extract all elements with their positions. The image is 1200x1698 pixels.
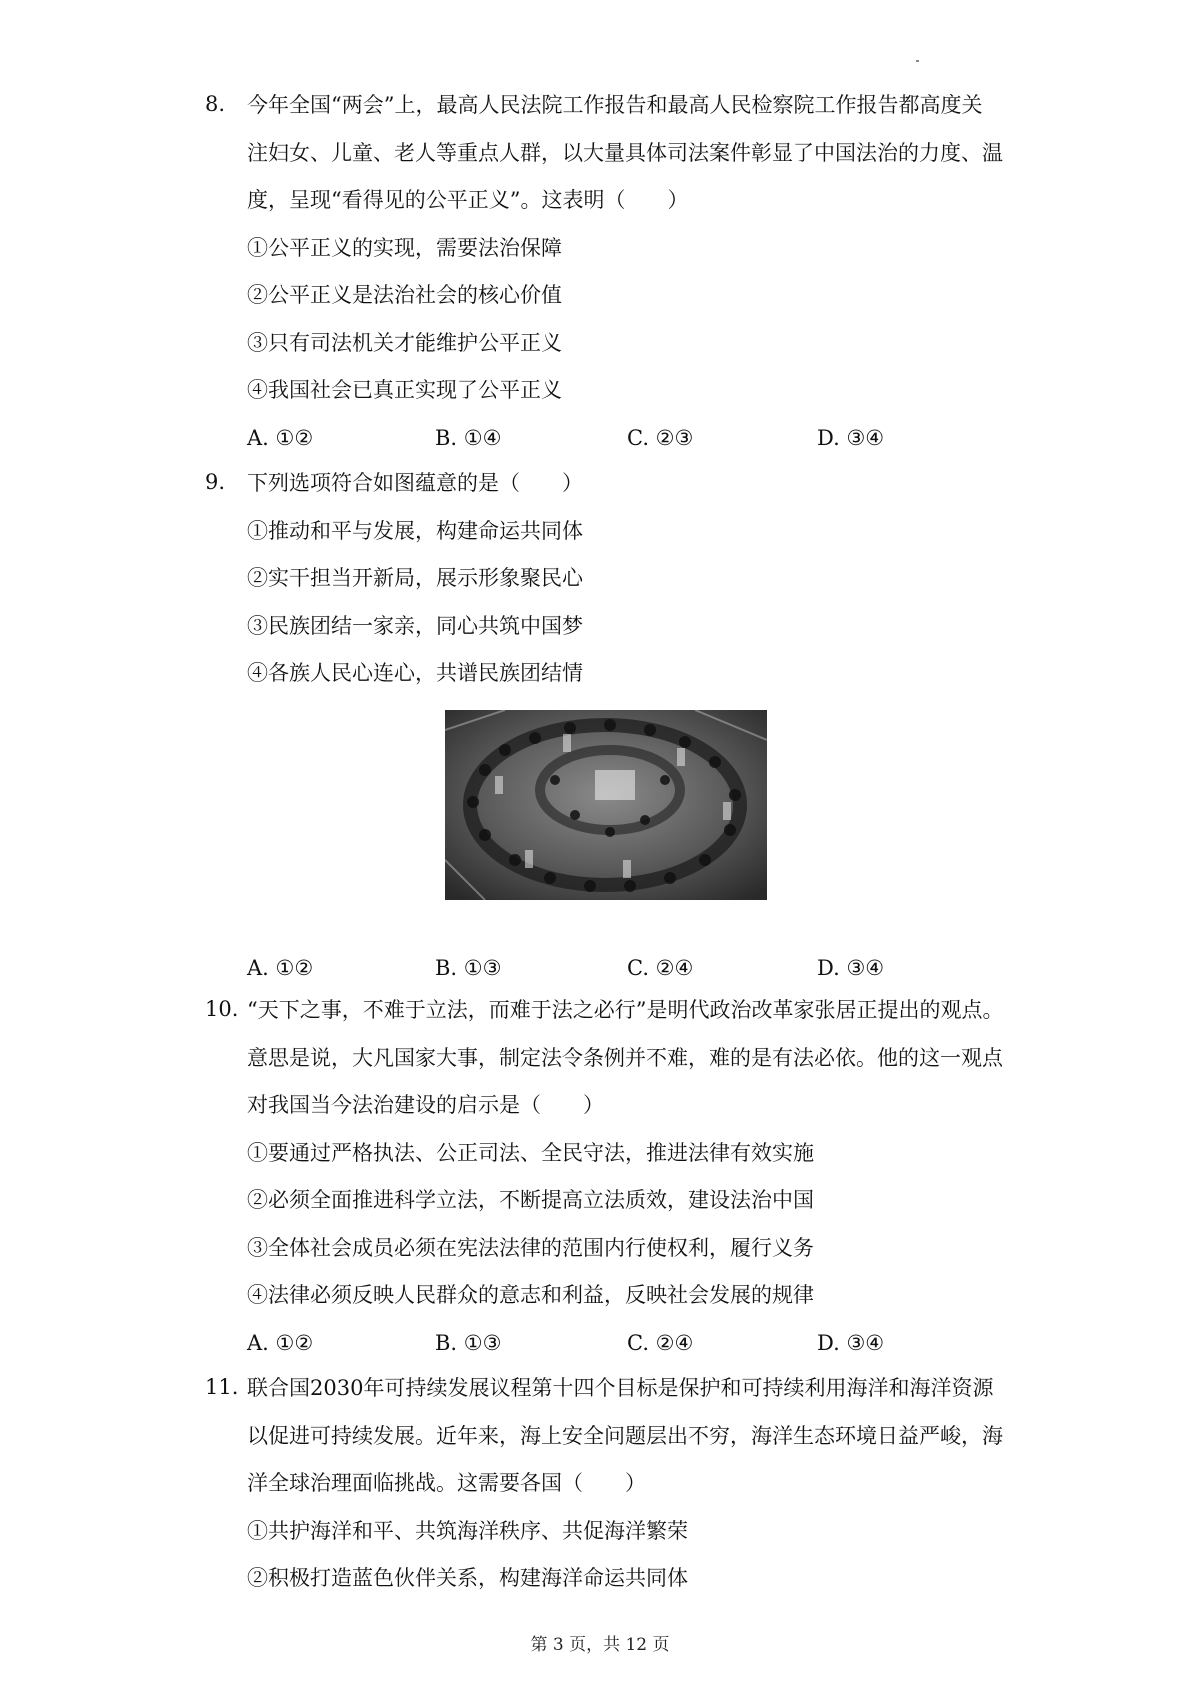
statement-option: ①公平正义的实现，需要法治保障 bbox=[247, 235, 562, 260]
answer-choice-d: D. ③④ bbox=[817, 956, 885, 980]
question-9-answers bbox=[205, 945, 1025, 993]
statement-option: ③只有司法机关才能维护公平正义 bbox=[247, 330, 562, 355]
answer-choice-c: C. ②④ bbox=[627, 956, 694, 980]
stem-line: 意思是说，大凡国家大事，制定法令条例并不难，难的是有法必依。他的这一观点 bbox=[247, 1045, 1003, 1070]
question-number: 9. bbox=[205, 470, 226, 494]
answer-choice-b: B. ①③ bbox=[435, 956, 502, 980]
answer-choices bbox=[247, 945, 1025, 993]
scan-mark bbox=[916, 60, 919, 62]
question-number: 10. bbox=[205, 997, 239, 1021]
question-stem bbox=[247, 1365, 1025, 1508]
stem-line: 今年全国“两会”上，最高人民法院工作报告和最高人民检察院工作报告都高度关 bbox=[247, 93, 983, 117]
answer-choice-b: B. ①④ bbox=[435, 425, 502, 450]
answer-choice-a: A. ①② bbox=[247, 956, 314, 980]
statement-option: ②公平正义是法治社会的核心价值 bbox=[247, 283, 562, 307]
answer-choice-b: B. ①③ bbox=[435, 1330, 502, 1355]
statement-option: ②必须全面推进科学立法，不断提高立法质效，建设法治中国 bbox=[247, 1188, 814, 1212]
statement-option: ④各族人民心连心，共谱民族团结情 bbox=[247, 661, 583, 685]
answer-choices bbox=[247, 415, 1025, 463]
statement-option: ②实干担当开新局，展示形象聚民心 bbox=[247, 566, 583, 590]
stem-line: 注妇女、儿童、老人等重点人群，以大量具体司法案件彰显了中国法治的力度、温 bbox=[247, 140, 1003, 165]
statement-option: ①推动和平与发展，构建命运共同体 bbox=[247, 518, 583, 543]
statement-option: ④我国社会已真正实现了公平正义 bbox=[247, 378, 562, 402]
question-stem bbox=[247, 460, 1025, 508]
statement-option: ②积极打造蓝色伙伴关系，构建海洋命运共同体 bbox=[247, 1566, 688, 1590]
stem-line: “天下之事，不难于立法，而难于法之必行”是明代政治改革家张居正提出的观点。 bbox=[247, 998, 1004, 1022]
stem-line: 下列选项符合如图蕴意的是（ ） bbox=[247, 471, 583, 495]
question-stem bbox=[247, 987, 1025, 1130]
stem-line: 度，呈现“看得见的公平正义”。这表明（ ） bbox=[247, 188, 689, 212]
stem-line: 联合国2030年可持续发展议程第十四个目标是保护和可持续利用海洋和海洋资源 bbox=[247, 1376, 994, 1400]
answer-choice-c: C. ②③ bbox=[627, 425, 694, 450]
answer-choice-d: D. ③④ bbox=[817, 1330, 885, 1355]
question-11 bbox=[205, 1375, 1025, 1603]
page-footer: 第 3 页，共 12 页 bbox=[530, 1635, 670, 1655]
answer-choice-c: C. ②④ bbox=[627, 1330, 694, 1355]
circle-dance-illustration bbox=[445, 710, 767, 900]
question-8 bbox=[205, 92, 1025, 462]
question-number: 8. bbox=[205, 92, 226, 116]
question-10 bbox=[205, 997, 1025, 1367]
statement-option: ④法律必须反映人民群众的意志和利益，反映社会发展的规律 bbox=[247, 1283, 814, 1307]
answer-choice-d: D. ③④ bbox=[817, 425, 885, 450]
answer-choice-a: A. ①② bbox=[247, 425, 314, 450]
answer-choice-a: A. ①② bbox=[247, 1330, 314, 1355]
answer-choices bbox=[247, 1320, 1025, 1368]
question-stem bbox=[247, 82, 1025, 225]
stem-line: 对我国当今法治建设的启示是（ ） bbox=[247, 1093, 604, 1117]
stem-line: 以促进可持续发展。近年来，海上安全问题层出不穷，海洋生态环境日益严峻，海 bbox=[247, 1423, 1003, 1448]
statement-option: ③全体社会成员必须在宪法法律的范围内行使权利，履行义务 bbox=[247, 1235, 814, 1260]
statement-option: ①要通过严格执法、公正司法、全民守法，推进法律有效实施 bbox=[247, 1140, 814, 1165]
question-9 bbox=[205, 470, 1025, 698]
question-number: 11. bbox=[205, 1375, 239, 1399]
statement-option: ③民族团结一家亲，同心共筑中国梦 bbox=[247, 613, 583, 638]
stem-line: 洋全球治理面临挑战。这需要各国（ ） bbox=[247, 1471, 646, 1495]
circle-dance-photo bbox=[445, 710, 767, 900]
statement-option: ①共护海洋和平、共筑海洋秩序、共促海洋繁荣 bbox=[247, 1518, 688, 1543]
